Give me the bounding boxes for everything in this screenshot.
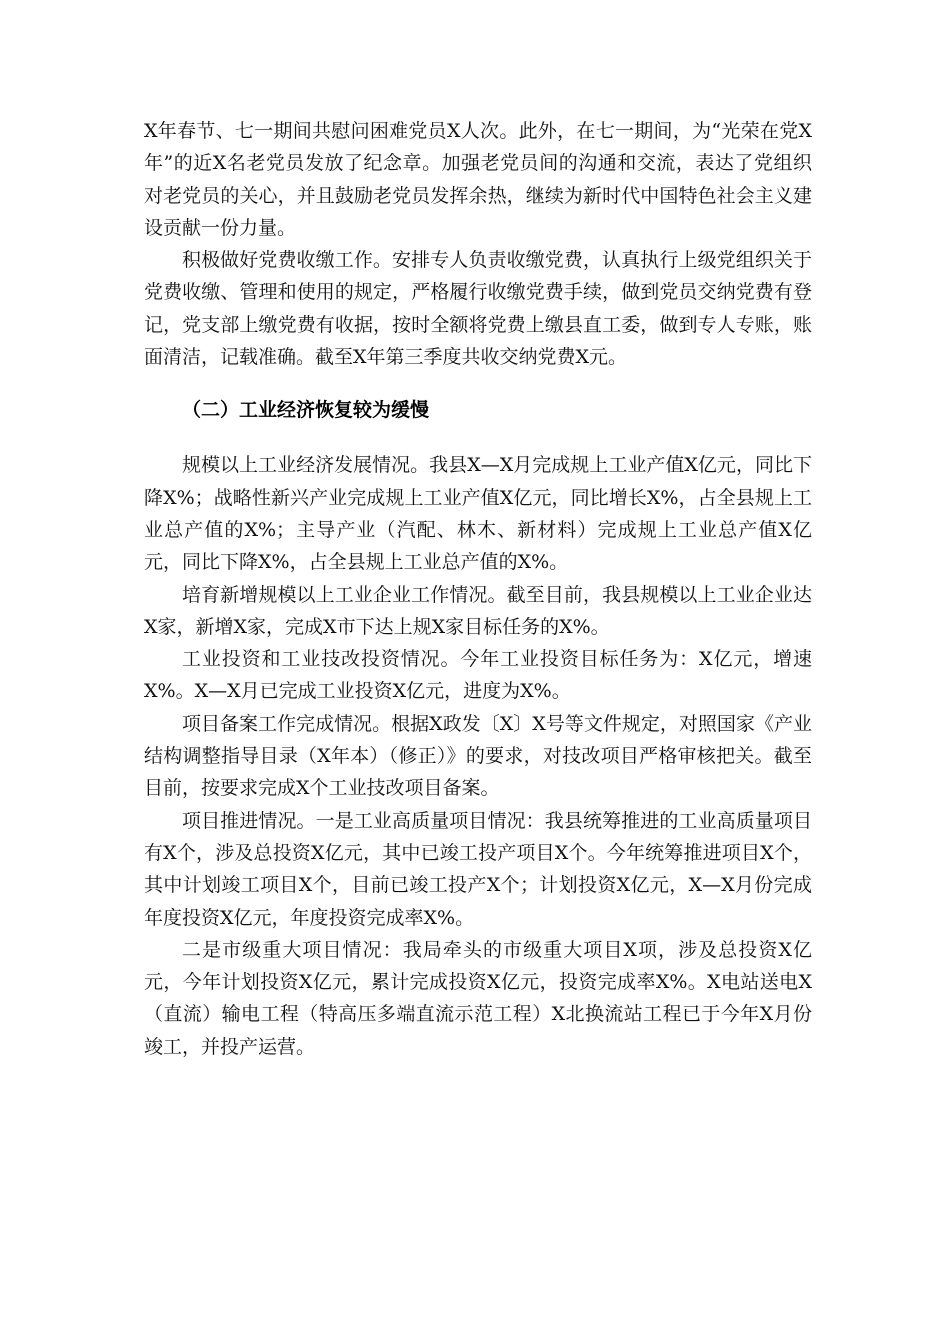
section-heading: （二）工业经济恢复较为缓慢: [182, 399, 430, 422]
paragraph-project-filing: 项目备案工作完成情况。根据X政发〔X〕X号等文件规定，对照国家《产业结构调整指导目录（X年本）（修正）》的要求，对技改项目严格审核把关。截至目前，按要求完成X个工业技改项目备案。: [144, 712, 812, 800]
paragraph-new-enterprises: 培育新增规模以上工业企业工作情况。截至目前，我县规模以上工业企业达X家，新增X家，完成X市下达上规X家目标任务的X%。: [144, 583, 812, 638]
paragraph-industrial-investment: 工业投资和工业技改投资情况。今年工业投资目标任务为：X亿元，增速X%。X—X月已完成工业投资X亿元，进度为X%。: [144, 648, 812, 703]
document-body: [144, 115, 812, 1063]
paragraph-condolence-visits: X年春节、七一期间共慰问困难党员X人次。此外，在七一期间，为“光荣在党X年”的近X名老党员发放了纪念章。加强老党员间的沟通和交流，表达了党组织对老党员的关心，并且鼓励老党员发挥余热，继续为新时代中国特色社会主义建设贡献一份力量。: [144, 120, 812, 239]
paragraph-party-dues: 积极做好党费收缴工作。安排专人负责收缴党费，认真执行上级党组织关于党费收缴、管理和使用的规定，严格履行收缴党费手续，做到党员交纳党费有登记，党支部上缴党费有收据，按时全额将党费上缴县直工委，做到专人专账，账面清洁，记载准确。截至X年第三季度共收交纳党费X元。: [144, 249, 812, 369]
paragraph-industrial-output: 规模以上工业经济发展情况。我县X—X月完成规上工业产值X亿元，同比下降X%；战略性新兴产业完成规上工业产值X亿元，同比增长X%，占全县规上工业总产值的X%；主导产业（汽配、林木、新材料）完成规上工业总产值X亿元，同比下降X%，占全县规上工业总产值的X%。: [144, 454, 812, 574]
paragraph-project-progress: 项目推进情况。一是工业高质量项目情况：我县统筹推进的工业高质量项目有X个，涉及总投资X亿元，其中已竣工投产项目X个。今年统筹推进项目X个，其中计划竣工项目X个，目前已竣工投产X个；计划投资X亿元，X—X月份完成年度投资X亿元，年度投资完成率X%。: [144, 809, 812, 929]
paragraph-major-projects: 二是市级重大项目情况：我局牵头的市级重大项目X项，涉及总投资X亿元，今年计划投资X亿元，累计完成投资X亿元，投资完成率X%。X电站送电X（直流）输电工程（特高压多端直流示范工程）X北换流站工程已于今年X月份竣工，并投产运营。: [144, 938, 812, 1058]
